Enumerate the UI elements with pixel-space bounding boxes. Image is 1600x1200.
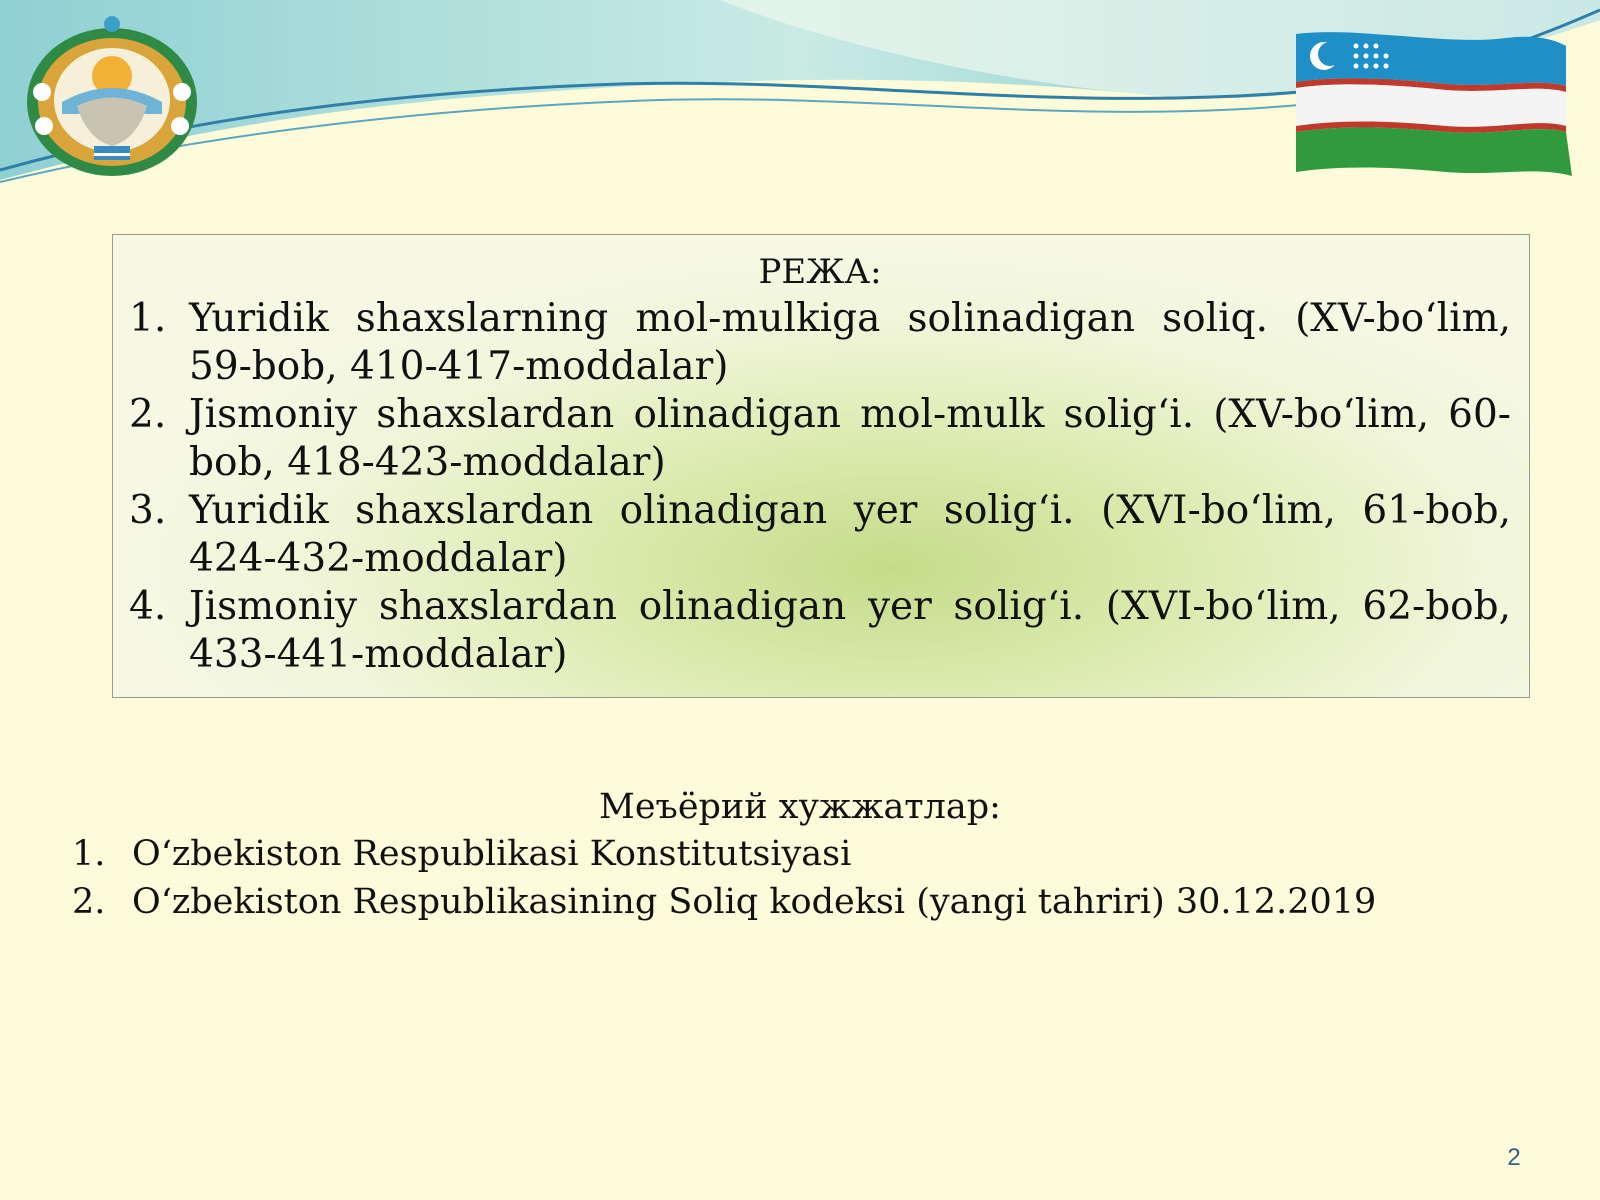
list-item-number: 4. xyxy=(129,584,167,629)
list-item xyxy=(129,295,1511,391)
list-item-text: Jismoniy shaxslardan olinadigan yer solig‘i. (XVI-bo‘lim, 62-bob, 433-441-moddalar) xyxy=(189,584,1511,677)
list-item-number: 2. xyxy=(72,882,106,922)
list-item xyxy=(129,583,1511,679)
normative-list xyxy=(72,830,1376,926)
list-item-number: 1. xyxy=(129,296,167,341)
list-item-number: 3. xyxy=(129,488,167,533)
plan-list xyxy=(129,295,1511,679)
list-item xyxy=(72,830,1376,878)
list-item-text: O‘zbekiston Respublikasining Soliq kodeksi (yangi tahriri) 30.12.2019 xyxy=(132,882,1377,922)
plan-title: РЕЖА: xyxy=(758,252,882,292)
normative-title: Меъёрий хужжатлар: xyxy=(599,787,1001,827)
list-item-number: 1. xyxy=(72,834,106,874)
list-item-number: 2. xyxy=(129,392,167,437)
page-number: 2 xyxy=(1507,1144,1521,1171)
state-emblem-icon xyxy=(22,14,202,179)
list-item-text: O‘zbekiston Respublikasi Konstitutsiyasi xyxy=(132,834,852,874)
list-item-text: Yuridik shaxslarning mol-mulkiga solinadigan soliq. (XV-bo‘lim, 59-bob, 410-417-moddalar) xyxy=(189,296,1511,389)
list-item xyxy=(129,487,1511,583)
list-item-text: Jismoniy shaxslardan olinadigan mol-mulk solig‘i. (XV-bo‘lim, 60-bob, 418-423-moddalar) xyxy=(189,392,1511,485)
plan-box xyxy=(112,234,1530,698)
list-item xyxy=(129,391,1511,487)
list-item xyxy=(72,878,1376,926)
uzbekistan-flag-icon xyxy=(1296,26,1576,181)
list-item-text: Yuridik shaxslardan olinadigan yer solig‘i. (XVI-bo‘lim, 61-bob, 424-432-moddalar) xyxy=(189,488,1511,581)
